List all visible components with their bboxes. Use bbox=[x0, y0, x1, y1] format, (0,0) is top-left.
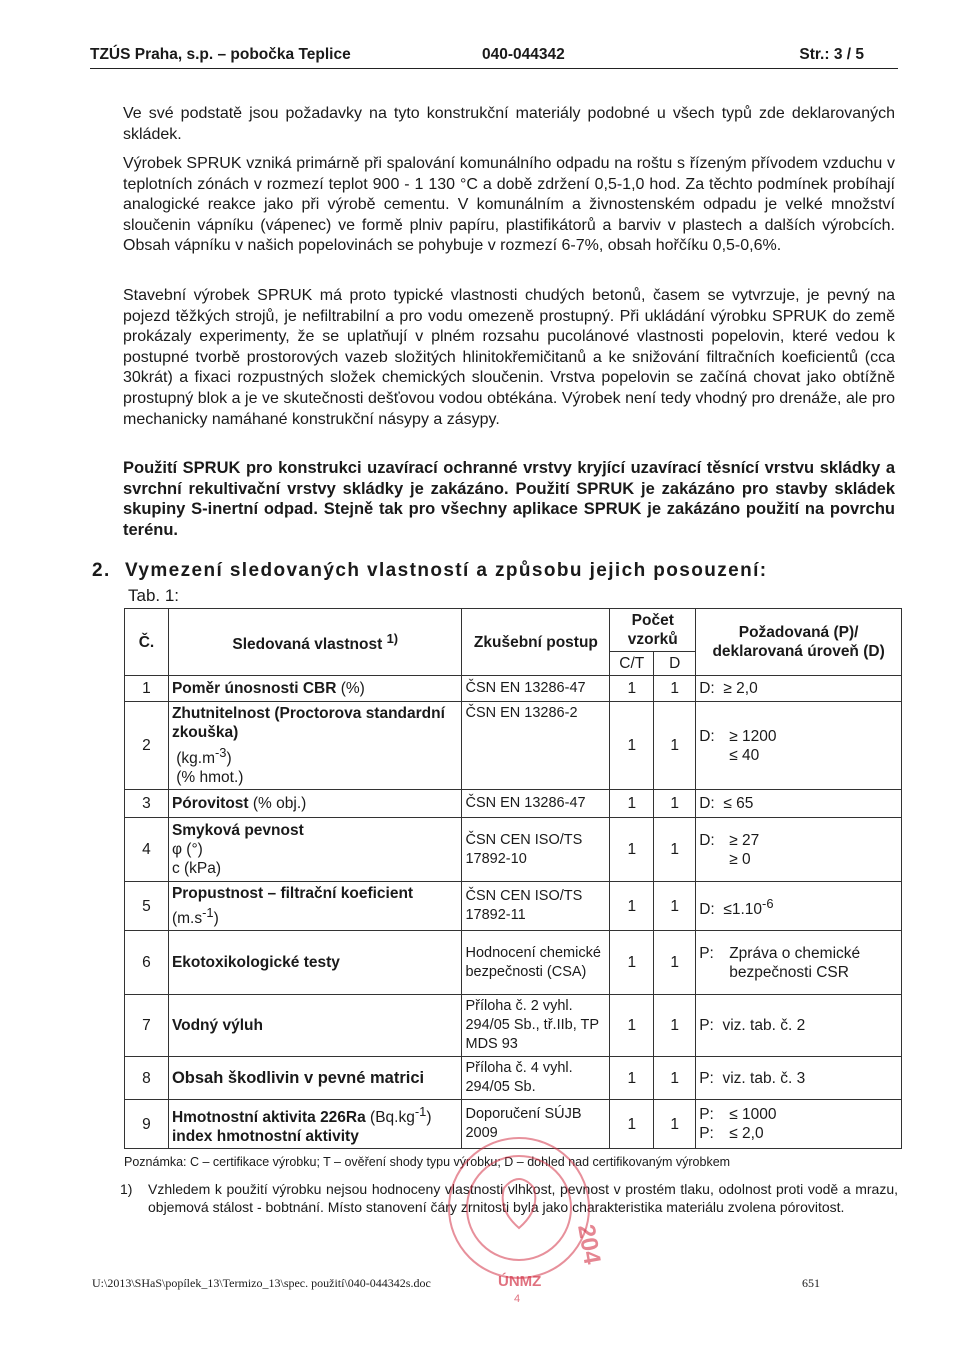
stamp-sub: 4 bbox=[514, 1293, 521, 1305]
header-ct: C/T bbox=[610, 652, 654, 676]
level-type: D: bbox=[699, 795, 715, 812]
count-ct: 1 bbox=[610, 790, 654, 818]
level-value: ≥ 1200 bbox=[729, 727, 777, 745]
level-value: viz. tab. č. 3 bbox=[722, 1069, 806, 1087]
property-unit bbox=[171, 905, 219, 928]
count-d: 1 bbox=[654, 931, 696, 995]
stamp-label: ÚNMZ bbox=[498, 1273, 542, 1290]
count-d: 1 bbox=[654, 882, 696, 931]
required-level bbox=[696, 1057, 902, 1100]
row-number: 4 bbox=[125, 818, 169, 882]
footer-file-path: U:\2013\SHaS\popílek_13\Termizo_13\spec. použití\040-044342s.doc bbox=[92, 1276, 431, 1290]
property-name: Zhutnitelnost (Proctorova standardní zkouška) bbox=[171, 705, 445, 742]
level-value-2: ≤ 2,0 bbox=[729, 1125, 764, 1143]
row-property bbox=[168, 995, 462, 1057]
required-level bbox=[696, 702, 902, 790]
stamp-rings bbox=[449, 1138, 589, 1278]
test-method: ČSN EN 13286-47 bbox=[462, 790, 610, 818]
header-required-level: Požadovaná (P)/ deklarovaná úroveň (D) bbox=[696, 609, 902, 676]
section-heading bbox=[92, 560, 768, 582]
unit-close: ) bbox=[213, 910, 219, 928]
count-d: 1 bbox=[654, 818, 696, 882]
unit-text: (m.s bbox=[171, 910, 203, 928]
property-name: Ekotoxikologické testy bbox=[171, 954, 340, 972]
paragraph-properties: Stavební výrobek SPRUK má proto typické vlastnosti chudých betonů, časem se vytvrzuje, je pevný na pojezd těžkých strojů, je nefiltrabilní a pro vodu omezeně prostupný. Při ukládání výrobku SPRUK do země prokázaly experimenty, že se uplatňují v plném rozsahu pucolánové vlastnosti popelovin, které vedou k postupné tvorbě prostorových vazeb složitých hlinitokřemičitanů a ke snižování filtračních koeficientů (cca 30krát) a fixaci rozpustných složek chemických sloučenin. Vrstva popelovin se začíná chovat jako obtížně prostupný blok a je ve skutečnosti dešťovou vodou obtékána. Výrobek není tedy vhodný pro drenáže, ale pro mechanicky namáhané konstrukční násypy a zásypy. bbox=[123, 287, 895, 428]
section-title: Vymezení sledovaných vlastností a způsobu jejich posouzení: bbox=[125, 560, 768, 581]
paragraph-production: Výrobek SPRUK vzniká primárně při spalování komunálního odpadu na roštu s řízeným přívodem vzduchu v teplotních zónách v rozmezí teplot 900 - 1 130 °C a době zdržení 0,5-1,0 hod. Za těchto podmínek probíhají analogické reakce jako při výrobě cementu. V komunálním a živnostenském odpadu je velké množství sloučenin vápníku (vápenec) ve formě plniv papíru, plastifikátorů a barviv v plastech a dalších výrobcích. Obsah vápníku v našich popelovinách se pohybuje v rozmezí 6-7%, obsah hořčíku 0,5-0,6%. bbox=[123, 155, 895, 255]
property-name: Vodný výluh bbox=[171, 1017, 263, 1035]
table-row bbox=[125, 931, 902, 995]
unit-text: (kg.m bbox=[176, 749, 215, 767]
test-method: ČSN EN 13286-47 bbox=[462, 676, 610, 702]
test-method: ČSN CEN ISO/TS 17892-11 bbox=[462, 882, 610, 931]
properties-table bbox=[124, 608, 902, 1149]
required-level bbox=[696, 882, 902, 931]
test-method: Doporučení SÚJB 2009 bbox=[462, 1100, 610, 1149]
unit-exponent: -1 bbox=[202, 905, 214, 920]
header-number: Č. bbox=[125, 609, 169, 676]
row-property bbox=[168, 1100, 462, 1149]
property-unit-2: (% hmot.) bbox=[176, 768, 244, 786]
header-property bbox=[168, 609, 462, 676]
unit-close: ) bbox=[426, 1109, 432, 1127]
count-ct: 1 bbox=[610, 1057, 654, 1100]
property-unit bbox=[172, 744, 232, 767]
unit-exponent: -3 bbox=[215, 744, 227, 760]
row-property bbox=[168, 676, 462, 702]
page-header bbox=[90, 46, 898, 69]
table-note: Poznámka: C – certifikace výrobku; T – ověření shody typu výrobku; D – dohled nad certifikovaným výrobkem bbox=[124, 1155, 731, 1169]
header-test-method: Zkušební postup bbox=[462, 609, 610, 676]
level-type: P: bbox=[699, 944, 714, 962]
header-property-footnote: 1) bbox=[386, 631, 399, 647]
row-property bbox=[168, 702, 462, 790]
level-type: D: bbox=[699, 900, 715, 918]
official-stamp bbox=[426, 1136, 612, 1322]
row-number: 1 bbox=[125, 676, 169, 702]
paragraph-requirements: Ve své podstatě jsou požadavky na tyto konstrukční materiály podobné u všech typů zde deklarovaných skládek. bbox=[123, 105, 895, 143]
count-d: 1 bbox=[654, 676, 696, 702]
table-caption: Tab. 1: bbox=[128, 586, 180, 605]
count-ct: 1 bbox=[610, 882, 654, 931]
level-type: D: bbox=[699, 831, 715, 849]
row-number: 8 bbox=[125, 1057, 169, 1100]
level-type: P: bbox=[699, 1017, 714, 1035]
stamp-lion-emblem bbox=[503, 1179, 536, 1228]
test-method: Příloha č. 4 vyhl. 294/05 Sb. bbox=[462, 1057, 610, 1100]
header-org: TZÚS Praha, s.p. – pobočka Teplice bbox=[90, 46, 351, 63]
row-property bbox=[168, 931, 462, 995]
paragraph-restrictions: Použití SPRUK pro konstrukci uzavírací ochranné vrstvy kryjící uzavírací těsnící vrstvu skládky a svrchní rekultivační vrstvy skládky je zakázáno. Použití SPRUK je zakázáno pro stavby skládek skupiny S-inertní odpad. Stejně tak pro všechny aplikace SPRUK je zakázáno použití na povrchu terénu. bbox=[123, 459, 895, 539]
header-property-label: Sledovaná vlastnost bbox=[232, 636, 383, 654]
row-property bbox=[168, 818, 462, 882]
count-ct: 1 bbox=[610, 818, 654, 882]
level-value: Zpráva o chemické bezpečnosti CSR bbox=[729, 944, 861, 981]
level-type: D: bbox=[699, 727, 715, 745]
test-method: ČSN EN 13286-2 bbox=[462, 702, 610, 790]
unit-exponent: -1 bbox=[414, 1104, 427, 1120]
count-d: 1 bbox=[654, 995, 696, 1057]
footnote-text: Vzhledem k použití výrobku nejsou hodnoceny vlastnosti vlhkost, pevnost v prostém tlaku, odolnost proti vodě a mrazu, objemová stálost - bobtnání. Místo stanovení čáry zrnitosti byla jako charakteristika materiálu zvolena pórovitost. bbox=[148, 1181, 898, 1215]
property-name: Smyková pevnost bbox=[171, 822, 304, 839]
property-name: Pórovitost bbox=[171, 795, 249, 812]
table-header-row bbox=[125, 609, 902, 652]
count-d: 1 bbox=[654, 702, 696, 790]
required-level bbox=[696, 1100, 902, 1149]
required-level bbox=[696, 995, 902, 1057]
table-row bbox=[125, 702, 902, 790]
header-page-number: Str.: 3 / 5 bbox=[799, 46, 864, 63]
property-unit: φ (°) bbox=[171, 841, 203, 858]
footer-code: 651 bbox=[802, 1276, 820, 1290]
footnote-key: 1) bbox=[120, 1181, 133, 1197]
level-value: ≤ 65 bbox=[723, 795, 754, 812]
table-row bbox=[125, 818, 902, 882]
table-row bbox=[125, 676, 902, 702]
property-unit-2: c (kPa) bbox=[171, 860, 222, 877]
required-level bbox=[696, 790, 902, 818]
count-d: 1 bbox=[654, 1057, 696, 1100]
row-number: 3 bbox=[125, 790, 169, 818]
level-type: P: bbox=[699, 1069, 714, 1087]
level-value-2: ≥ 0 bbox=[729, 850, 751, 868]
header-d: D bbox=[654, 652, 696, 676]
level-type-2: P: bbox=[699, 1125, 714, 1143]
count-d: 1 bbox=[654, 1100, 696, 1149]
property-unit: (% obj.) bbox=[248, 795, 307, 812]
row-number: 9 bbox=[125, 1100, 169, 1149]
property-unit: (%) bbox=[336, 680, 365, 697]
property-name: Propustnost – filtrační koeficient bbox=[171, 885, 414, 902]
table-row bbox=[125, 790, 902, 818]
unit-text: (Bq.kg bbox=[365, 1109, 415, 1127]
test-method: ČSN CEN ISO/TS 17892-10 bbox=[462, 818, 610, 882]
count-ct: 1 bbox=[610, 702, 654, 790]
required-level bbox=[696, 931, 902, 995]
property-name-2: index hmotnostní aktivity bbox=[171, 1128, 359, 1146]
row-number: 6 bbox=[125, 931, 169, 995]
section-number: 2. bbox=[92, 560, 111, 581]
unit-close: ) bbox=[226, 749, 232, 767]
property-name: Poměr únosnosti CBR bbox=[171, 680, 337, 697]
row-number: 2 bbox=[125, 702, 169, 790]
count-ct: 1 bbox=[610, 931, 654, 995]
stamp-number: 204 bbox=[572, 1222, 606, 1267]
level-value-2: ≤ 40 bbox=[729, 746, 760, 764]
row-number: 7 bbox=[125, 995, 169, 1057]
property-name: Obsah škodlivin v pevné matrici bbox=[171, 1068, 425, 1087]
required-level bbox=[696, 818, 902, 882]
table-row bbox=[125, 995, 902, 1057]
level-value: viz. tab. č. 2 bbox=[722, 1017, 806, 1035]
count-ct: 1 bbox=[610, 676, 654, 702]
level-value: ≥ 2,0 bbox=[723, 680, 758, 697]
table-row bbox=[125, 882, 902, 931]
count-ct: 1 bbox=[610, 1100, 654, 1149]
level-value: ≥ 27 bbox=[729, 831, 760, 849]
row-property bbox=[168, 1057, 462, 1100]
stamp-outer-ring bbox=[449, 1138, 589, 1278]
level-value: ≤1.10 bbox=[723, 900, 763, 918]
row-property bbox=[168, 882, 462, 931]
property-name: Hmotnostní aktivita 226Ra bbox=[171, 1109, 366, 1127]
row-property bbox=[168, 790, 462, 818]
stamp-inner-ring bbox=[467, 1156, 571, 1260]
count-d: 1 bbox=[654, 790, 696, 818]
header-sample-count: Počet vzorků bbox=[610, 609, 696, 652]
level-type: D: bbox=[699, 680, 715, 697]
test-method: Příloha č. 2 vyhl. 294/05 Sb., tř.IIb, TP MDS 93 bbox=[462, 995, 610, 1057]
level-value: ≤ 1000 bbox=[729, 1106, 777, 1124]
table-row bbox=[125, 1057, 902, 1100]
level-exponent: -6 bbox=[762, 895, 774, 911]
header-doc-number: 040-044342 bbox=[482, 46, 565, 63]
count-ct: 1 bbox=[610, 995, 654, 1057]
row-number: 5 bbox=[125, 882, 169, 931]
test-method: Hodnocení chemické bezpečnosti (CSA) bbox=[462, 931, 610, 995]
level-type: P: bbox=[699, 1106, 714, 1124]
required-level bbox=[696, 676, 902, 702]
